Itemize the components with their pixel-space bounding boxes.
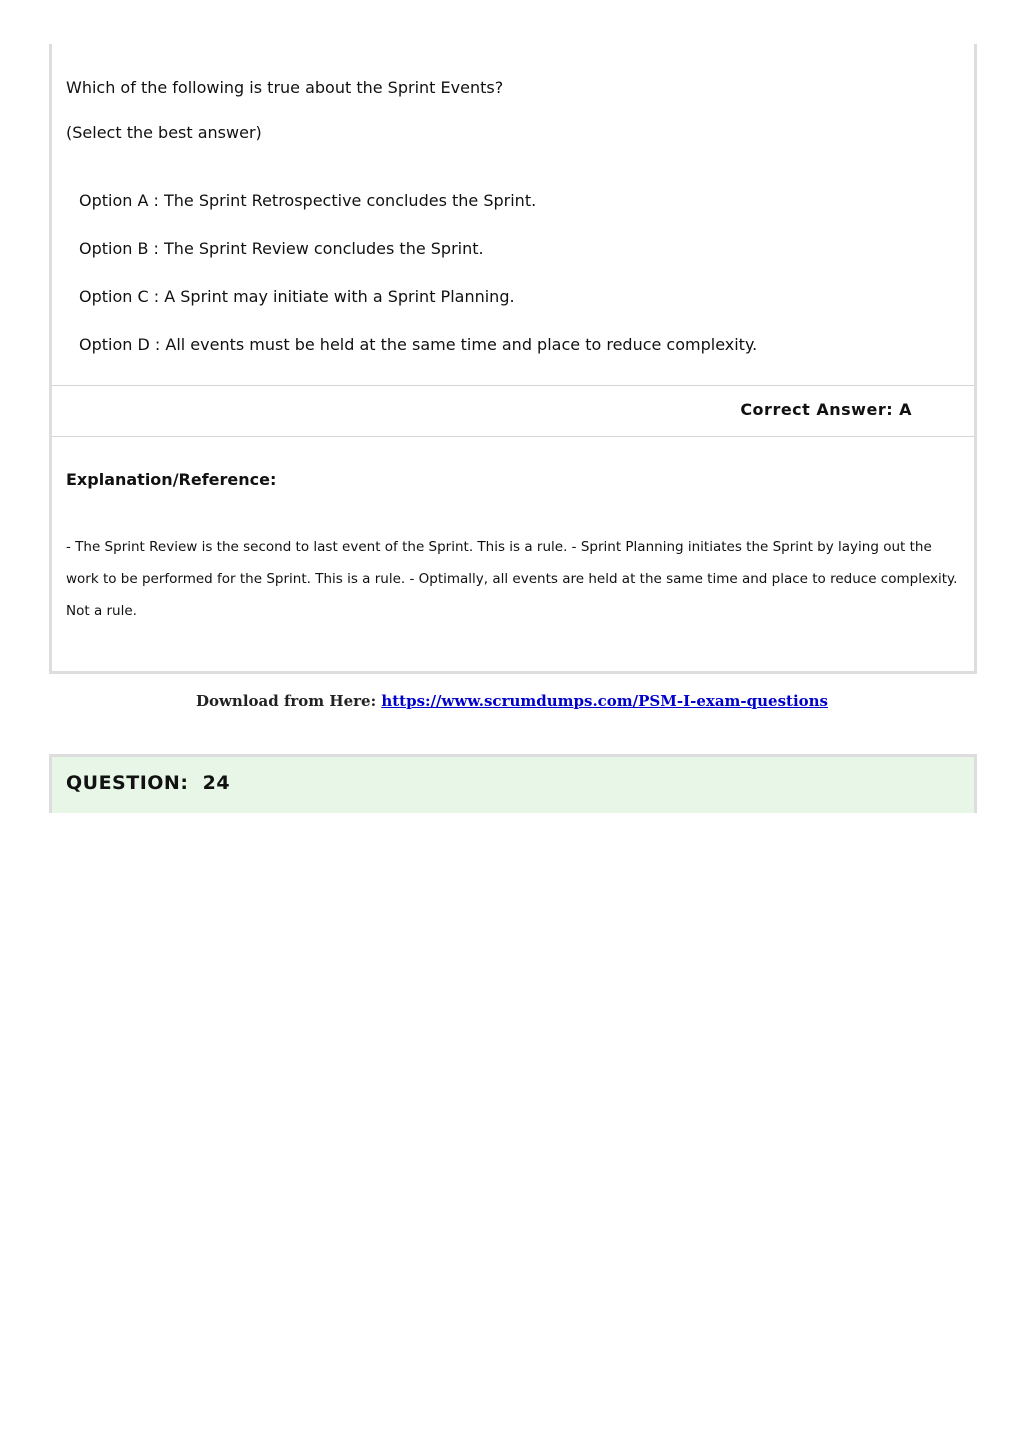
divider <box>52 385 974 386</box>
option-separator: : <box>149 335 166 354</box>
option-label: Option B <box>79 239 149 258</box>
option-label: Option C <box>79 287 149 306</box>
download-line <box>0 692 1024 710</box>
select-hint: (Select the best answer) <box>66 123 262 142</box>
correct-answer-value: A <box>899 400 912 419</box>
question-card <box>49 44 977 674</box>
divider <box>52 436 974 437</box>
option-text: A Sprint may initiate with a Sprint Planning. <box>164 287 515 306</box>
option-d[interactable] <box>79 335 757 354</box>
explanation-heading: Explanation/Reference: <box>66 470 277 489</box>
option-c[interactable] <box>79 287 515 306</box>
question-text: Which of the following is true about the Sprint Events? <box>66 78 504 97</box>
next-question-header <box>49 754 977 813</box>
correct-answer-label: Correct Answer: <box>740 400 894 419</box>
option-separator: : <box>148 191 164 210</box>
option-b[interactable] <box>79 239 484 258</box>
option-text: The Sprint Review concludes the Sprint. <box>164 239 484 258</box>
download-label: Download from Here: <box>195 692 377 710</box>
option-text: All events must be held at the same time and place to reduce complexity. <box>165 335 758 354</box>
explanation-body: - The Sprint Review is the second to last event of the Sprint. This is a rule. - Sprint Planning initiates the Sprint by laying out the work to be performed for the Sprint. This is a rule. - Optimally, all events are held at the same time and place to reduce complexity. Not a rule. <box>66 539 958 619</box>
correct-answer <box>740 400 912 419</box>
option-label: Option A <box>79 191 149 210</box>
option-separator: : <box>148 287 165 306</box>
download-link[interactable]: https://www.scrumdumps.com/PSM-I-exam-questions <box>381 692 829 710</box>
option-a[interactable] <box>79 191 536 210</box>
question-number-title: QUESTION: 24 <box>66 772 231 794</box>
option-separator: : <box>148 239 165 258</box>
option-text: The Sprint Retrospective concludes the Sprint. <box>164 191 537 210</box>
option-label: Option D <box>79 335 150 354</box>
